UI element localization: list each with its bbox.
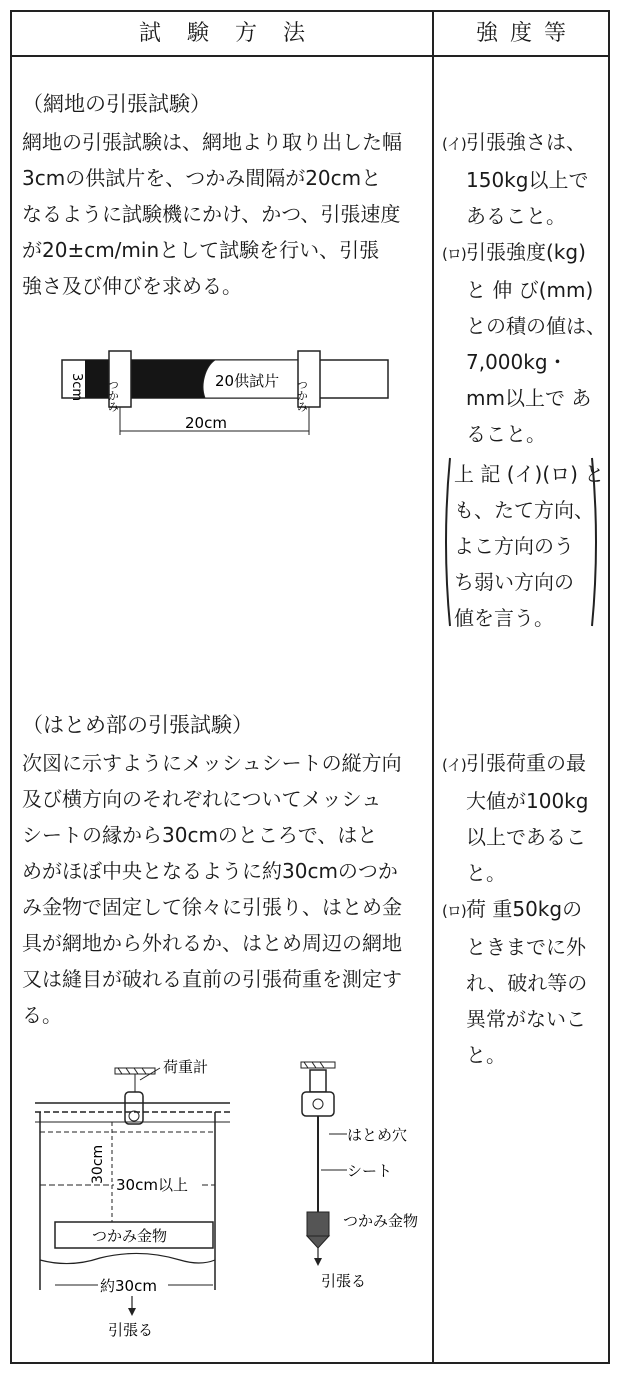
body-line: めがほぼ中央となるように約30cmのつか [22, 859, 398, 883]
body-line: 強さ及び伸びを求める。 [22, 274, 242, 298]
side-view-figure [285, 1050, 430, 1300]
section1-title: （網地の引張試験） [22, 92, 211, 116]
pull-label: 引張る [108, 1321, 154, 1339]
note-bracket-left [442, 456, 452, 628]
note-box: 上 記 (イ)(ロ) と も、たて方向、 よこ方向のう ち弱い方向の 値を言う。 [454, 456, 594, 628]
criterion-mark: (ロ) [442, 245, 466, 263]
eyelet-test-figure [30, 1050, 270, 1350]
eyelet-label: はとめ穴 [347, 1126, 408, 1144]
section1-criteria: (イ)引張強さは、 150kg以上で あること。 (ロ)引張強度(kg) と 伸 び(mm) との積の値は、 7,000kg・ mm以上で あ ること。 [442, 124, 606, 452]
grip-label-side: つかみ金物 [343, 1212, 419, 1230]
section2-criteria: (イ)引張荷重の最 大値が100kg 以上であるこ と。 (ロ)荷 重50kgの ときまでに外 れ、破れ等の 異常がないこ と。 [442, 745, 588, 1073]
span-label: 20cm [185, 414, 227, 432]
body-line: なるように試験機にかけ、かつ、引張速度 [22, 202, 401, 226]
body-line: シートの縁から30cmのところで、はと [22, 823, 378, 847]
pull-label-side: 引張る [321, 1272, 367, 1290]
clamp-left-label: つかみ [106, 379, 120, 412]
min-dim-label: 30cm以上 [116, 1176, 188, 1194]
body-line: 網地の引張試験は、網地より取り出した幅 [22, 130, 402, 154]
body-line: 又は縫目が破れる直前の引張荷重を測定す [22, 967, 402, 991]
body-line: 3cmの供試片を、つかみ間隔が20cmと [22, 166, 382, 190]
sheet-label: シート [347, 1162, 393, 1180]
section2-title: （はとめ部の引張試験） [22, 713, 253, 737]
criterion-mark: (イ) [442, 135, 466, 153]
body-line: 及び横方向のそれぞれについてメッシュ [22, 787, 382, 811]
section2-body [22, 745, 422, 1033]
body-line: 具が網地から外れるか、はとめ周辺の網地 [22, 931, 402, 955]
clamp-right-label: つかみ [295, 379, 309, 412]
header-strength: 強度等 [475, 21, 578, 46]
body-line: み金物で固定して徐々に引張り、はとめ金 [22, 895, 402, 919]
specimen-figure [55, 345, 395, 445]
header-test-method: 試験方法 [138, 21, 331, 46]
load-meter-label: 荷重計 [163, 1058, 209, 1076]
specimen-label: 20供試片 [215, 372, 280, 390]
body-line: 次図に示すようにメッシュシートの縦方向 [22, 751, 402, 775]
header-rule [10, 55, 610, 57]
note-bracket-right [590, 456, 600, 628]
criterion-mark: (イ) [442, 756, 466, 774]
column-divider [432, 10, 434, 1364]
section1-body [22, 124, 422, 304]
vertical-dim-label: 30cm [90, 1144, 106, 1184]
grip-label: つかみ金物 [92, 1227, 168, 1245]
body-line: る。 [22, 1003, 62, 1027]
body-line: が20±cm/minとして試験を行い、引張 [22, 238, 380, 262]
width-label: 3cm [69, 373, 84, 402]
criterion-mark: (ロ) [442, 902, 466, 920]
width-dim-label: 約30cm [100, 1277, 157, 1295]
